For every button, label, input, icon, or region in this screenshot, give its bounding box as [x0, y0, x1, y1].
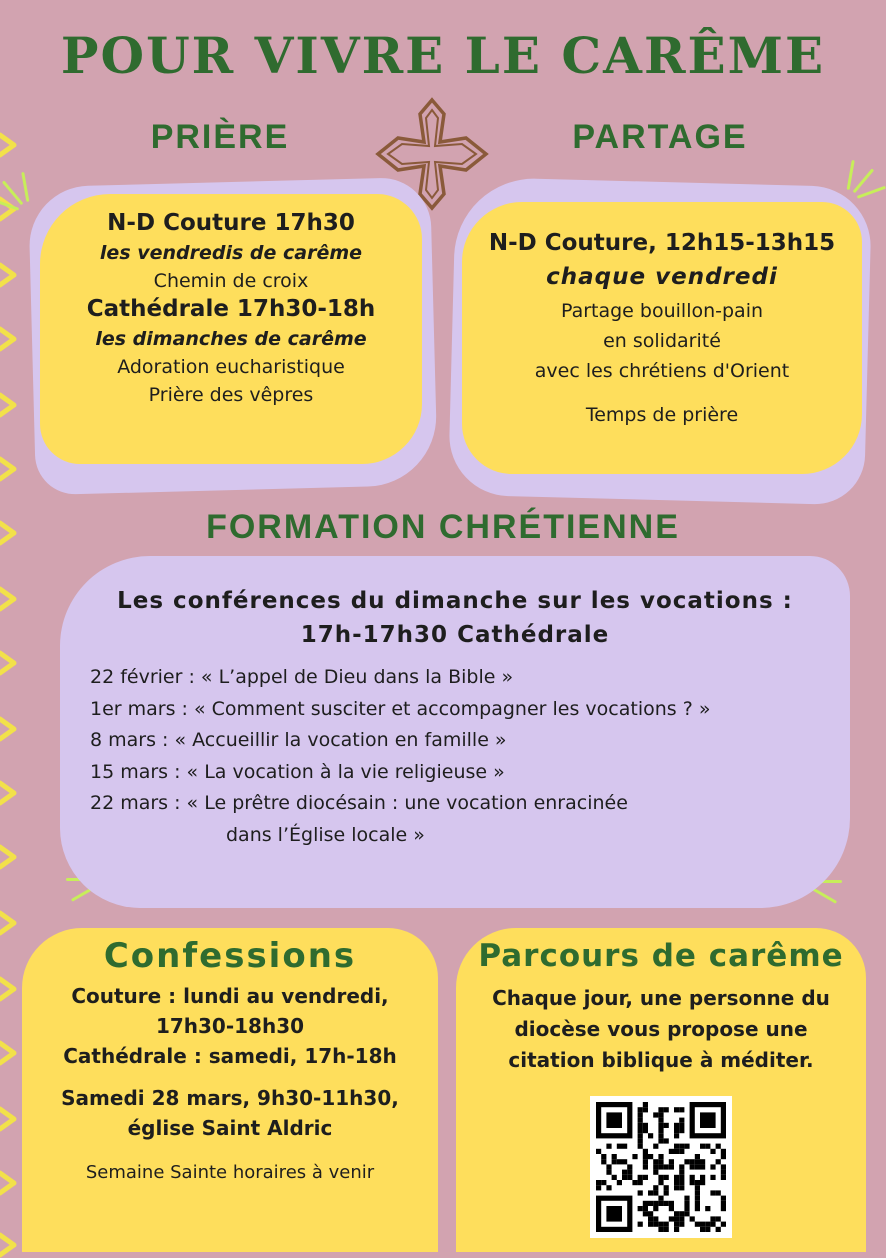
- chevron-right-icon: [0, 1106, 22, 1132]
- sparkle-ray: [21, 172, 29, 202]
- confessions-line4: Samedi 28 mars, 9h30-11h30,: [61, 1086, 399, 1110]
- partage-heading: PARTAGE: [572, 118, 748, 156]
- chevron-right-icon: [0, 1232, 22, 1258]
- priere-line4: Cathédrale 17h30-18h: [86, 296, 376, 322]
- partage-line5: avec les chrétiens d'Orient: [534, 360, 790, 382]
- chevron-right-icon: [0, 976, 22, 1002]
- qr-code-icon[interactable]: [590, 1096, 732, 1238]
- partage-line1: N-D Couture, 12h15-13h15: [488, 230, 836, 256]
- formation-card: [60, 556, 850, 908]
- partage-card: [462, 202, 862, 474]
- chevron-right-icon: [0, 650, 22, 676]
- priere-line7: Prière des vêpres: [148, 384, 314, 406]
- chevron-right-icon: [0, 326, 22, 352]
- chevron-right-icon: [0, 262, 22, 288]
- formation-item-4: 15 mars : « La vocation à la vie religieuse »: [90, 760, 505, 783]
- partage-line4: en solidarité: [603, 330, 721, 352]
- formation-heading: FORMATION CHRÉTIENNE: [206, 508, 680, 546]
- priere-line5: les dimanches de carême: [95, 328, 367, 350]
- chevron-right-icon: [0, 716, 22, 742]
- sparkle-ray: [857, 186, 886, 199]
- formation-subtitle2: 17h-17h30 Cathédrale: [300, 622, 610, 648]
- chevron-right-icon: [0, 586, 22, 612]
- confessions-line6: Semaine Sainte horaires à venir: [85, 1162, 375, 1183]
- parcours-line2: diocèse vous propose une: [514, 1017, 808, 1041]
- formation-item-2: 1er mars : « Comment susciter et accompagner les vocations ? »: [90, 697, 711, 720]
- page-title: POUR VIVRE LE CARÊME: [60, 26, 826, 85]
- chevron-right-icon: [0, 1170, 22, 1196]
- chevron-right-icon: [0, 910, 22, 936]
- confessions-card: [22, 928, 438, 1252]
- formation-item-3: 8 mars : « Accueillir la vocation en famille »: [90, 729, 507, 751]
- chevron-right-icon: [0, 780, 22, 806]
- parcours-line3: citation biblique à méditer.: [508, 1048, 814, 1072]
- chevron-right-icon: [0, 392, 22, 418]
- chevron-right-icon: [0, 1040, 22, 1066]
- priere-line2: les vendredis de carême: [99, 242, 363, 264]
- formation-item-5-cont: dans l’Église locale »: [226, 823, 425, 846]
- priere-line3: Chemin de croix: [153, 270, 309, 292]
- partage-line2: chaque vendredi: [546, 264, 778, 290]
- parcours-heading: Parcours de carême: [478, 938, 844, 974]
- confessions-line3: Cathédrale : samedi, 17h-18h: [63, 1044, 397, 1068]
- chevron-right-icon: [0, 456, 22, 482]
- partage-line6: Temps de prière: [585, 404, 739, 426]
- parcours-line1: Chaque jour, une personne du: [492, 986, 830, 1010]
- priere-heading: PRIÈRE: [150, 118, 290, 156]
- priere-card: [40, 194, 422, 464]
- formation-subtitle1: Les conférences du dimanche sur les vocations :: [117, 588, 793, 614]
- confessions-heading: Confessions: [103, 936, 357, 976]
- formation-item-1: 22 février : « L’appel de Dieu dans la Bible »: [90, 666, 514, 688]
- chevron-right-icon: [0, 132, 22, 158]
- confessions-line5: église Saint Aldric: [127, 1116, 333, 1140]
- confessions-line2: 17h30-18h30: [155, 1014, 305, 1038]
- confessions-line1: Couture : lundi au vendredi,: [71, 984, 389, 1008]
- partage-line3: Partage bouillon-pain: [560, 300, 764, 322]
- priere-line1: N-D Couture 17h30: [107, 210, 355, 236]
- chevron-right-icon: [0, 844, 22, 870]
- formation-item-5: 22 mars : « Le prêtre diocésain : une vocation enracinée: [90, 792, 628, 814]
- priere-line6: Adoration eucharistique: [117, 356, 345, 378]
- sparkle-ray: [847, 160, 855, 190]
